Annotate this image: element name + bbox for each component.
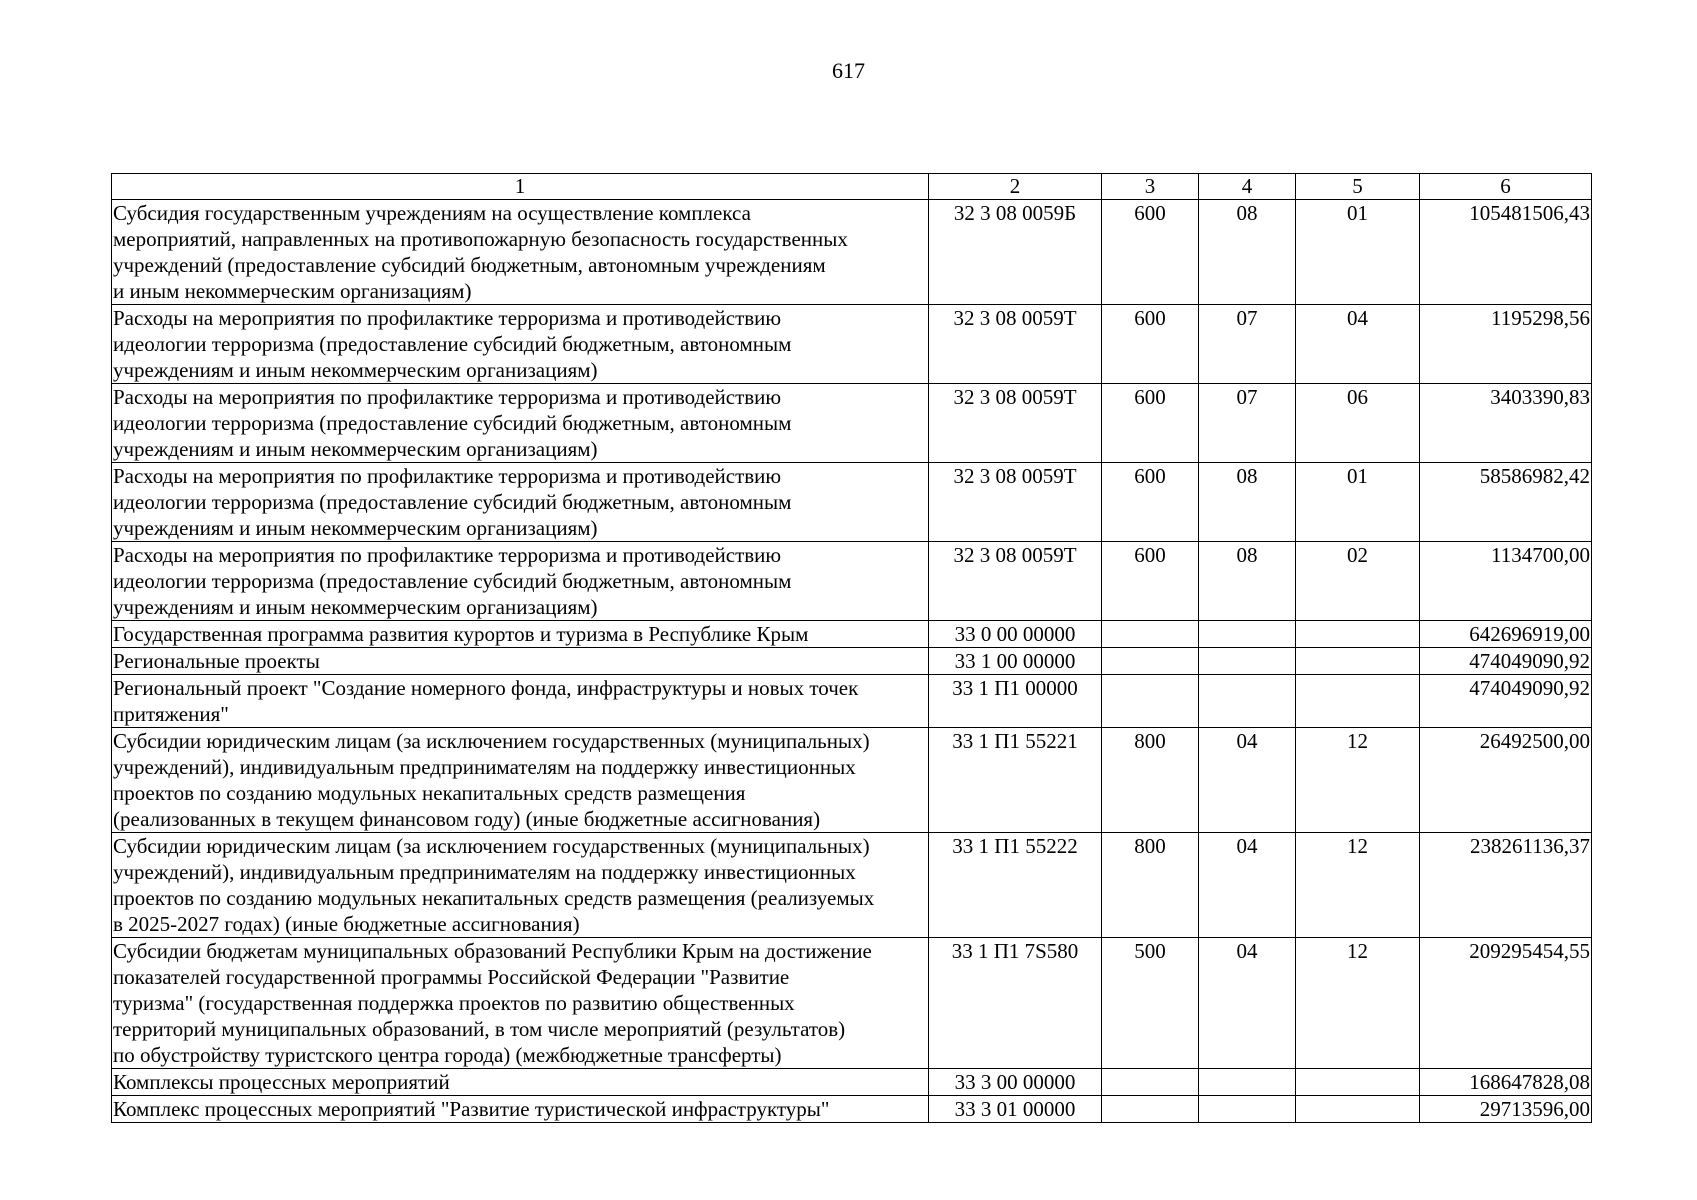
cell-col4 <box>1199 621 1296 648</box>
cell-col4: 08 <box>1199 200 1296 305</box>
cell-code: 33 1 П1 7S580 <box>929 938 1102 1069</box>
cell-col5 <box>1296 675 1420 728</box>
cell-amount: 238261136,37 <box>1420 833 1592 938</box>
cell-col5: 04 <box>1296 305 1420 384</box>
column-header-4: 4 <box>1199 174 1296 200</box>
cell-col3 <box>1102 621 1199 648</box>
cell-name: Субсидия государственным учреждениям на осуществление комплекса мероприятий, направленных на противопожарную безопасность государственных учреждений (предоставление субсидий бюджетным, автономным учреждениям и иным некоммерческим организациям) <box>112 200 929 305</box>
cell-col4 <box>1199 675 1296 728</box>
table-row <box>112 463 1592 542</box>
cell-code: 33 1 П1 55221 <box>929 728 1102 833</box>
cell-col3 <box>1102 1069 1199 1096</box>
cell-amount: 105481506,43 <box>1420 200 1592 305</box>
cell-code: 33 3 01 00000 <box>929 1096 1102 1123</box>
page-number: 617 <box>832 58 865 83</box>
table-row <box>112 938 1592 1069</box>
cell-col5: 12 <box>1296 728 1420 833</box>
cell-code: 32 3 08 0059Б <box>929 200 1102 305</box>
cell-col4: 04 <box>1199 938 1296 1069</box>
table-row <box>112 542 1592 621</box>
cell-amount: 26492500,00 <box>1420 728 1592 833</box>
cell-amount: 3403390,83 <box>1420 384 1592 463</box>
cell-amount: 642696919,00 <box>1420 621 1592 648</box>
cell-name: Комплекс процессных мероприятий "Развитие туристической инфраструктуры" <box>112 1096 929 1123</box>
cell-name: Субсидии юридическим лицам (за исключением государственных (муниципальных) учреждений), индивидуальным предпринимателям на поддержку инвестиционных проектов по созданию модульных некапитальных средств размещения (реализуемых в 2025-2027 годах) (иные бюджетные ассигнования) <box>112 833 929 938</box>
cell-code: 33 3 00 00000 <box>929 1069 1102 1096</box>
cell-col4 <box>1199 648 1296 675</box>
cell-col5: 12 <box>1296 938 1420 1069</box>
table-row <box>112 1096 1592 1123</box>
cell-col3: 600 <box>1102 384 1199 463</box>
cell-name: Расходы на мероприятия по профилактике терроризма и противодействию идеологии терроризма (предоставление субсидий бюджетным, автономным учреждениям и иным некоммерческим организациям) <box>112 463 929 542</box>
table-row <box>112 305 1592 384</box>
cell-col4: 04 <box>1199 728 1296 833</box>
cell-col5: 06 <box>1296 384 1420 463</box>
column-header-5: 5 <box>1296 174 1420 200</box>
cell-amount: 58586982,42 <box>1420 463 1592 542</box>
cell-code: 32 3 08 0059Т <box>929 542 1102 621</box>
column-header-1: 1 <box>112 174 929 200</box>
cell-col4: 07 <box>1199 384 1296 463</box>
table-row <box>112 675 1592 728</box>
cell-amount: 209295454,55 <box>1420 938 1592 1069</box>
cell-code: 33 1 00 00000 <box>929 648 1102 675</box>
cell-amount: 1195298,56 <box>1420 305 1592 384</box>
cell-col3: 800 <box>1102 833 1199 938</box>
cell-col4 <box>1199 1069 1296 1096</box>
cell-code: 32 3 08 0059Т <box>929 384 1102 463</box>
table-row <box>112 384 1592 463</box>
cell-code: 32 3 08 0059Т <box>929 463 1102 542</box>
cell-col3: 600 <box>1102 542 1199 621</box>
cell-code: 33 1 П1 00000 <box>929 675 1102 728</box>
cell-name: Расходы на мероприятия по профилактике терроризма и противодействию идеологии терроризма (предоставление субсидий бюджетным, автономным учреждениям и иным некоммерческим организациям) <box>112 305 929 384</box>
cell-col5 <box>1296 1096 1420 1123</box>
cell-name: Расходы на мероприятия по профилактике терроризма и противодействию идеологии терроризма (предоставление субсидий бюджетным, автономным учреждениям и иным некоммерческим организациям) <box>112 542 929 621</box>
cell-col3 <box>1102 675 1199 728</box>
budget-table <box>111 173 1592 1123</box>
cell-col3 <box>1102 1096 1199 1123</box>
cell-col3: 600 <box>1102 200 1199 305</box>
cell-col3: 800 <box>1102 728 1199 833</box>
cell-name: Региональные проекты <box>112 648 929 675</box>
cell-amount: 29713596,00 <box>1420 1096 1592 1123</box>
table-row <box>112 200 1592 305</box>
cell-col4: 08 <box>1199 463 1296 542</box>
table-row <box>112 648 1592 675</box>
cell-name: Расходы на мероприятия по профилактике терроризма и противодействию идеологии терроризма (предоставление субсидий бюджетным, автономным учреждениям и иным некоммерческим организациям) <box>112 384 929 463</box>
cell-amount: 474049090,92 <box>1420 675 1592 728</box>
cell-code: 33 1 П1 55222 <box>929 833 1102 938</box>
cell-name: Субсидии юридическим лицам (за исключением государственных (муниципальных) учреждений), индивидуальным предпринимателям на поддержку инвестиционных проектов по созданию модульных некапитальных средств размещения (реализованных в текущем финансовом году) (иные бюджетные ассигнования) <box>112 728 929 833</box>
cell-col4: 04 <box>1199 833 1296 938</box>
cell-col4: 07 <box>1199 305 1296 384</box>
cell-col5: 01 <box>1296 463 1420 542</box>
cell-col3 <box>1102 648 1199 675</box>
cell-col5 <box>1296 1069 1420 1096</box>
cell-col5: 02 <box>1296 542 1420 621</box>
cell-col5: 01 <box>1296 200 1420 305</box>
cell-name: Государственная программа развития курортов и туризма в Республике Крым <box>112 621 929 648</box>
cell-name: Региональный проект "Создание номерного фонда, инфраструктуры и новых точек притяжения" <box>112 675 929 728</box>
column-header-2: 2 <box>929 174 1102 200</box>
cell-amount: 168647828,08 <box>1420 1069 1592 1096</box>
table-row <box>112 833 1592 938</box>
cell-name: Комплексы процессных мероприятий <box>112 1069 929 1096</box>
table-row <box>112 1069 1592 1096</box>
cell-code: 32 3 08 0059Т <box>929 305 1102 384</box>
table-row <box>112 621 1592 648</box>
column-header-6: 6 <box>1420 174 1592 200</box>
cell-col5 <box>1296 621 1420 648</box>
cell-col3: 600 <box>1102 463 1199 542</box>
cell-amount: 1134700,00 <box>1420 542 1592 621</box>
cell-amount: 474049090,92 <box>1420 648 1592 675</box>
cell-code: 33 0 00 00000 <box>929 621 1102 648</box>
cell-col3: 600 <box>1102 305 1199 384</box>
column-header-3: 3 <box>1102 174 1199 200</box>
cell-col5: 12 <box>1296 833 1420 938</box>
cell-col5 <box>1296 648 1420 675</box>
cell-name: Субсидии бюджетам муниципальных образований Республики Крым на достижение показателей государственной программы Российской Федерации "Развитие туризма" (государственная поддержка проектов по развитию общественных территорий муниципальных образований, в том числе мероприятий (результатов) по обустройству туристского центра города) (межбюджетные трансферты) <box>112 938 929 1069</box>
cell-col4: 08 <box>1199 542 1296 621</box>
table-row <box>112 728 1592 833</box>
header-row <box>112 174 1592 200</box>
cell-col4 <box>1199 1096 1296 1123</box>
table-body <box>112 200 1592 1123</box>
cell-col3: 500 <box>1102 938 1199 1069</box>
